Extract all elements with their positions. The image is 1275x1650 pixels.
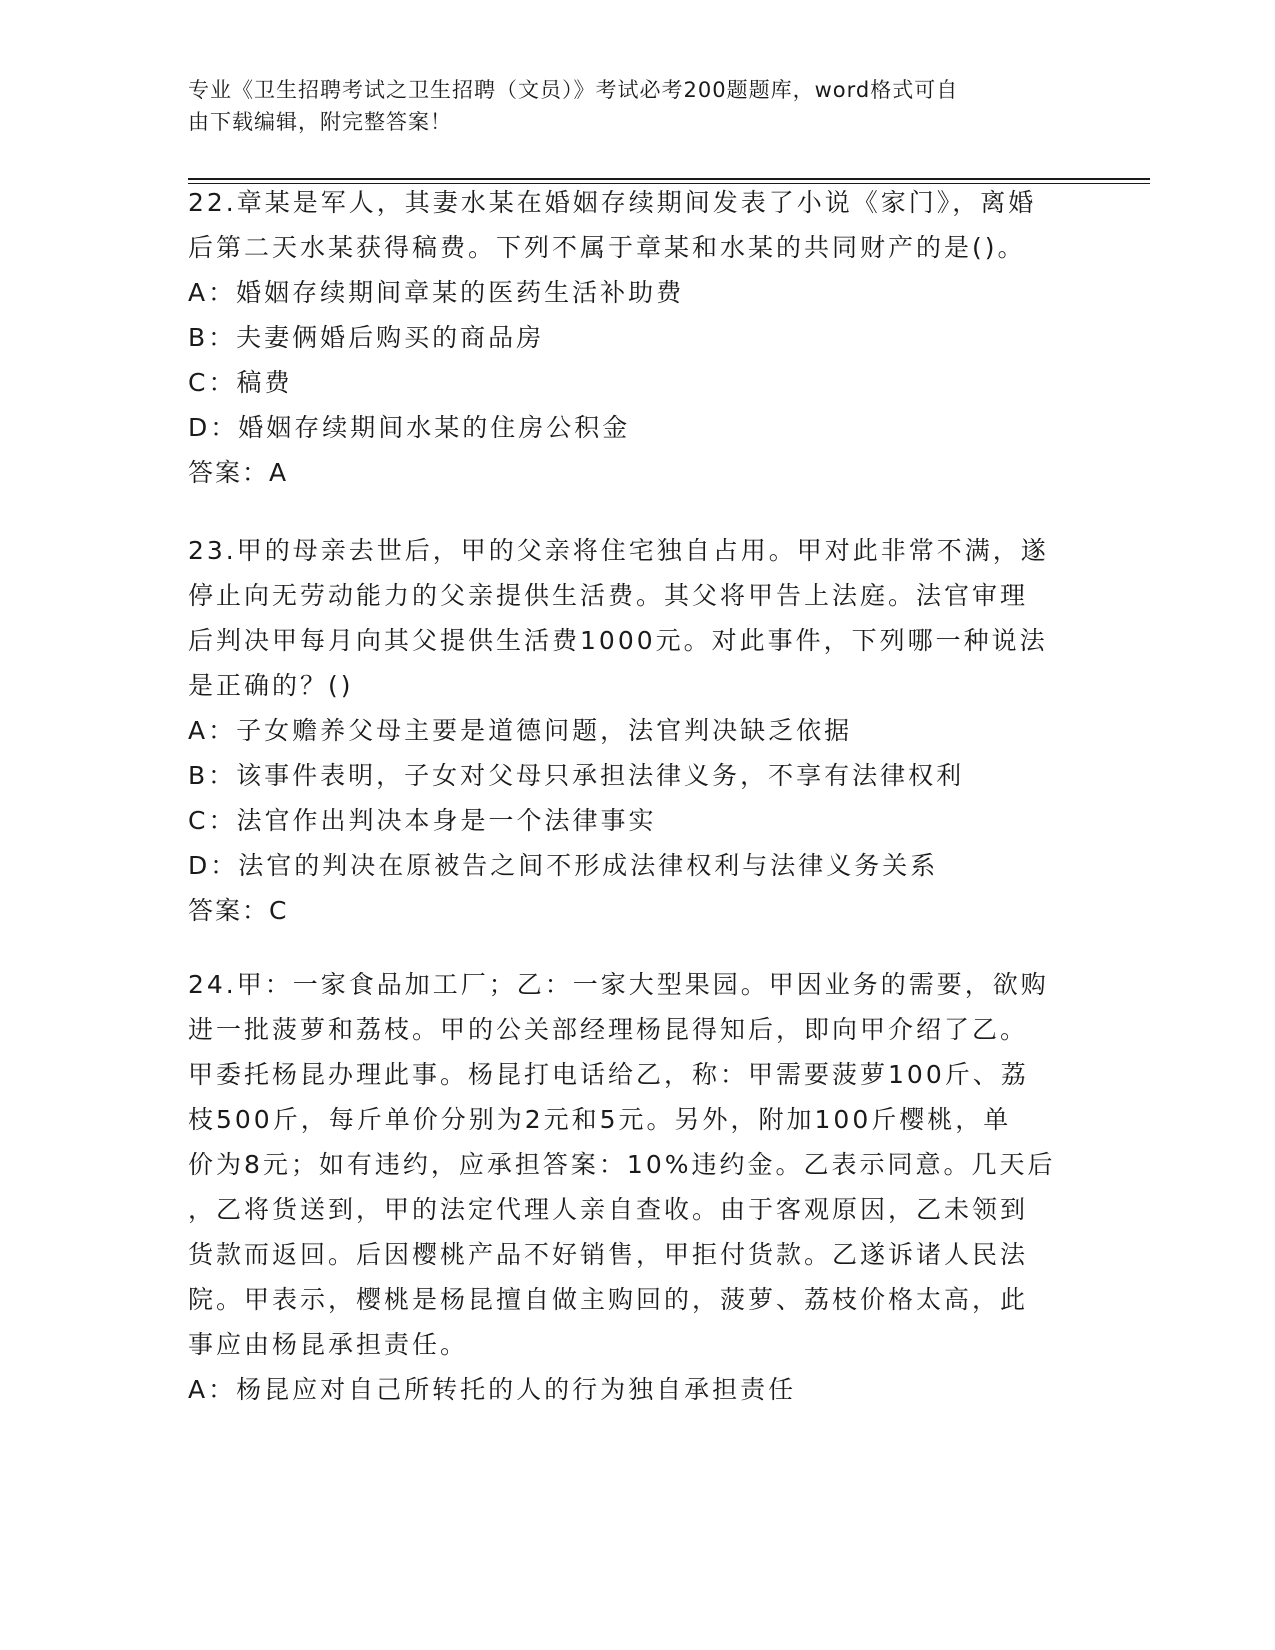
option-a: A：婚姻存续期间章某的医药生活补助费: [188, 278, 685, 307]
header-line-2: 由下载编辑，附完整答案！: [188, 110, 452, 134]
question-stem: [188, 528, 1068, 708]
stem-line: ，乙将货送到，甲的法定代理人亲自查收。由于客观原因，乙未领到: [188, 1195, 1029, 1224]
stem-line: 枝500斤，每斤单价分别为2元和5元。另外，附加100斤樱桃，单: [188, 1105, 1012, 1134]
option-d: D：婚姻存续期间水某的住房公积金: [188, 413, 631, 442]
option-c: C：法官作出判决本身是一个法律事实: [188, 806, 657, 835]
document-header: [188, 74, 1068, 138]
stem-line: 甲委托杨昆办理此事。杨昆打电话给乙，称：甲需要菠萝100斤、荔: [188, 1060, 1029, 1089]
answer: 答案：C: [188, 896, 289, 925]
stem-line: 事应由杨昆承担责任。: [188, 1330, 469, 1359]
question-stem: [188, 180, 1068, 270]
stem-line: 后第二天水某获得稿费。下列不属于章某和水某的共同财产的是()。: [188, 233, 1026, 262]
question-stem: [188, 962, 1068, 1367]
stem-line: 是正确的？(): [188, 671, 354, 700]
stem-line: 价为8元；如有违约，应承担答案：10%违约金。乙表示同意。几天后: [188, 1150, 1056, 1179]
stem-line: 院。甲表示，樱桃是杨昆擅自做主购回的，菠萝、荔枝价格太高，此: [188, 1285, 1029, 1314]
stem-line: 货款而返回。后因樱桃产品不好销售，甲拒付货款。乙遂诉诸人民法: [188, 1240, 1029, 1269]
option-c: C：稿费: [188, 368, 293, 397]
header-line-1: 专业《卫生招聘考试之卫生招聘（文员）》考试必考200题题库，word格式可自: [188, 78, 959, 102]
option-a: A：子女赡养父母主要是道德问题，法官判决缺乏依据: [188, 716, 853, 745]
option-d: D：法官的判决在原被告之间不形成法律权利与法律义务关系: [188, 851, 939, 880]
option-a: A：杨昆应对自己所转托的人的行为独自承担责任: [188, 1375, 797, 1404]
stem-line: 进一批菠萝和荔枝。甲的公关部经理杨昆得知后，即向甲介绍了乙。: [188, 1015, 1029, 1044]
question-24: [188, 962, 1068, 1412]
stem-line: 停止向无劳动能力的父亲提供生活费。其父将甲告上法庭。法官审理: [188, 581, 1029, 610]
question-22: [188, 180, 1068, 495]
option-b: B：该事件表明，子女对父母只承担法律义务，不享有法律权利: [188, 761, 965, 790]
stem-line: 后判决甲每月向其父提供生活费1000元。对此事件，下列哪一种说法: [188, 626, 1048, 655]
question-23: [188, 528, 1068, 933]
answer: 答案：A: [188, 458, 289, 487]
stem-line: 24.甲：一家食品加工厂；乙：一家大型果园。甲因业务的需要，欲购: [188, 970, 1049, 999]
option-b: B：夫妻俩婚后购买的商品房: [188, 323, 545, 352]
stem-line: 22.章某是军人，其妻水某在婚姻存续期间发表了小说《家门》，离婚: [188, 188, 1037, 217]
stem-line: 23.甲的母亲去世后，甲的父亲将住宅独自占用。甲对此非常不满，遂: [188, 536, 1049, 565]
